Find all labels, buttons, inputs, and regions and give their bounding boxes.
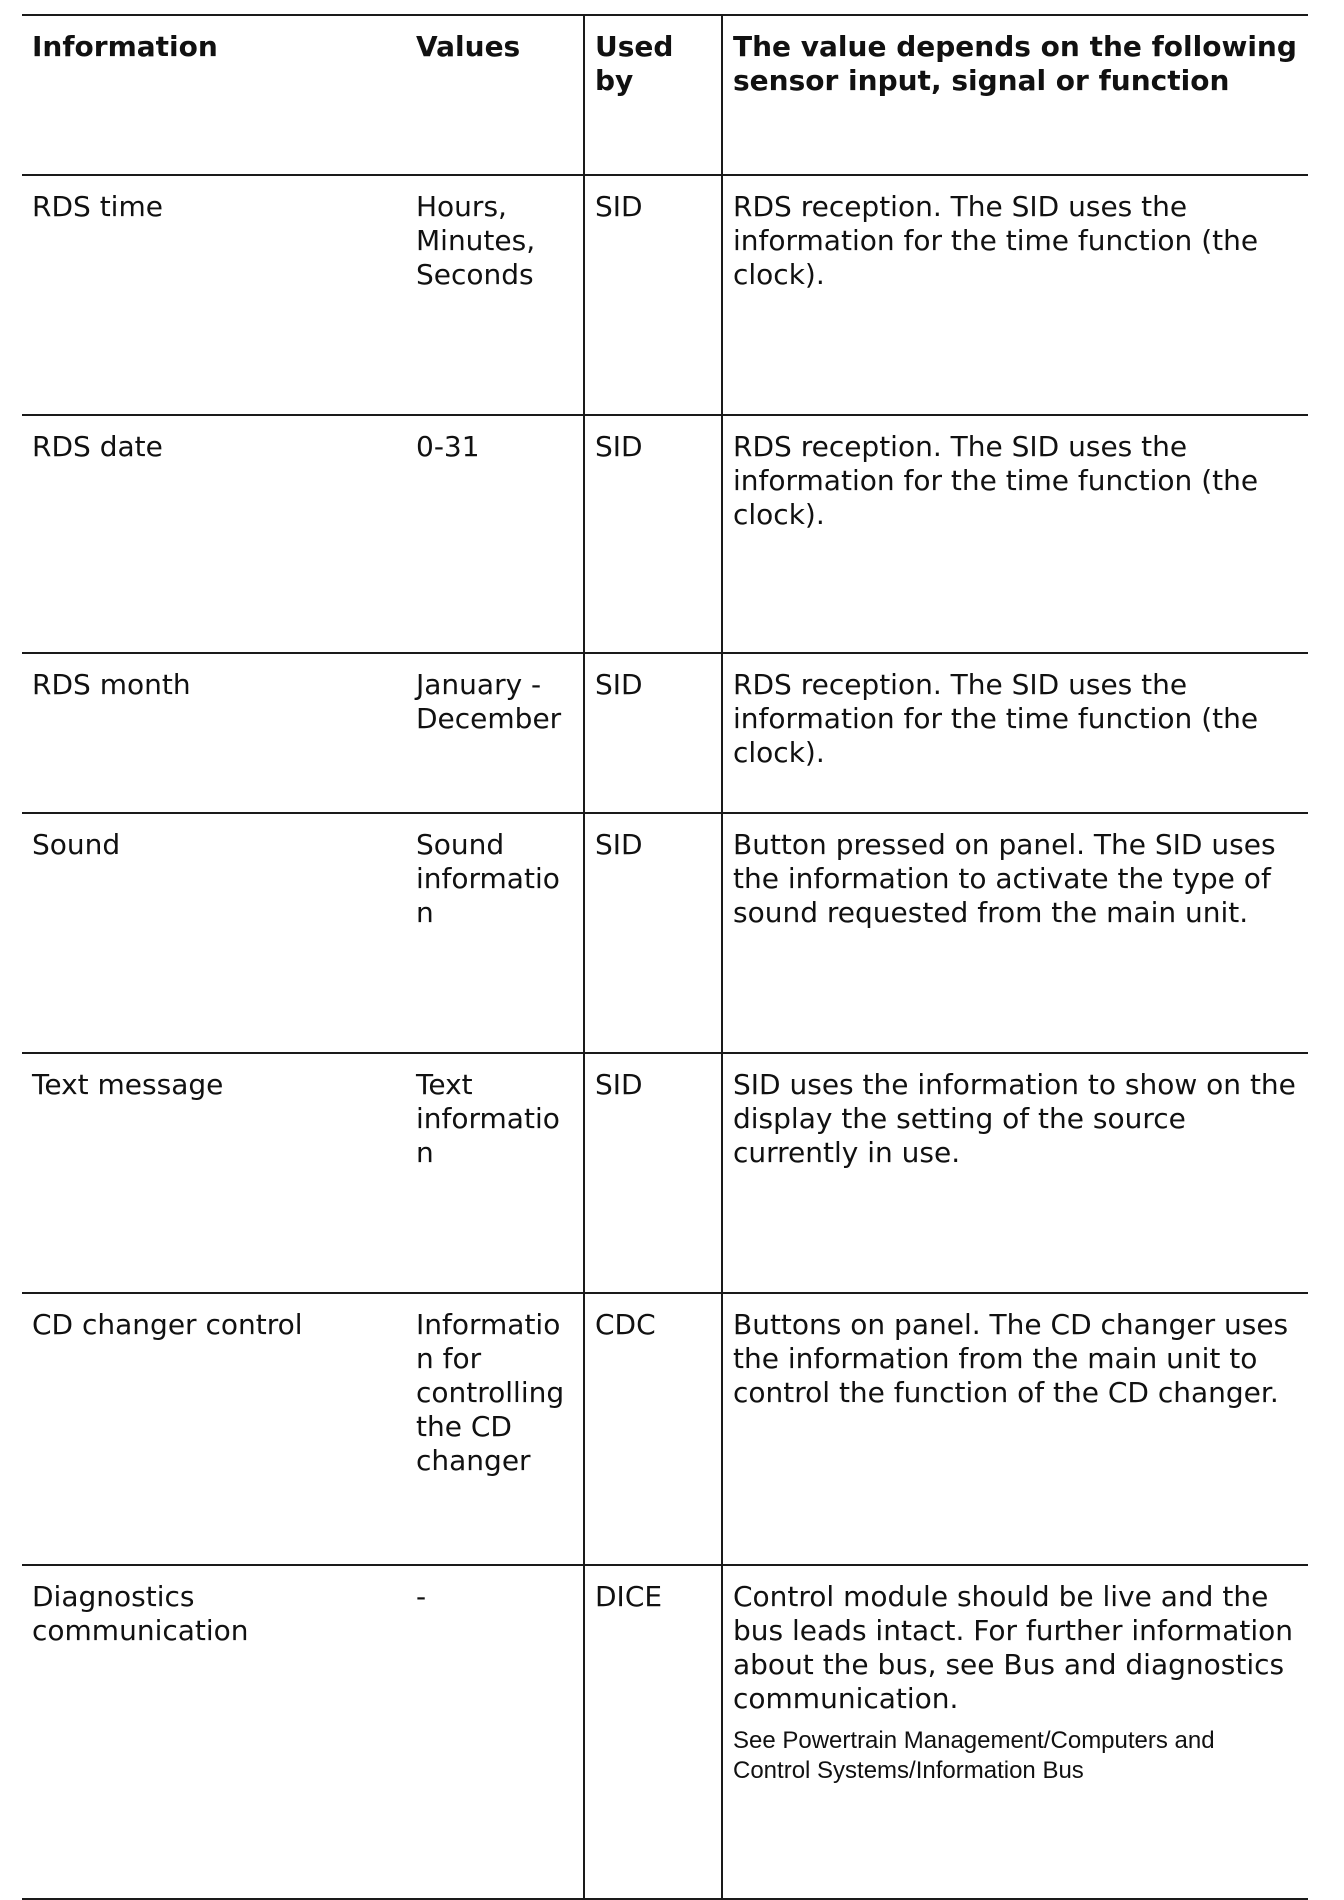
header-depends-on: The value depends on the following sensor input, signal or function: [722, 15, 1308, 175]
cell-values: 0-31: [406, 415, 584, 653]
cell-used-by: DICE: [584, 1565, 722, 1899]
cell-depends-on: RDS reception. The SID uses the information for the time function (the clock).: [722, 653, 1308, 813]
cell-values: Sound information: [406, 813, 584, 1053]
table-header: [22, 15, 1308, 175]
header-used-by: Used by: [584, 15, 722, 175]
cell-depends-on: Button pressed on panel. The SID uses the information to activate the type of sound requested from the main unit.: [722, 813, 1308, 1053]
table-row: [22, 1293, 1308, 1565]
table-row: [22, 813, 1308, 1053]
cell-information: RDS month: [22, 653, 406, 813]
cell-values: January - December: [406, 653, 584, 813]
cell-information: Diagnostics communication: [22, 1565, 406, 1899]
cell-values: -: [406, 1565, 584, 1899]
header-information: Information: [22, 15, 406, 175]
cell-information: Text message: [22, 1053, 406, 1293]
table-body: [22, 175, 1308, 1899]
table-row: [22, 415, 1308, 653]
cell-values: Text information: [406, 1053, 584, 1293]
cell-depends-on: Buttons on panel. The CD changer uses the information from the main unit to control the function of the CD changer.: [722, 1293, 1308, 1565]
cell-depends-on: RDS reception. The SID uses the information for the time function (the clock).: [722, 175, 1308, 415]
cell-depends-on: [722, 1565, 1308, 1899]
cell-used-by: SID: [584, 813, 722, 1053]
reference-note: See Powertrain Management/Computers and Control Systems/Information Bus: [733, 1727, 1215, 1784]
cell-depends-on: SID uses the information to show on the display the setting of the source currently in use.: [722, 1053, 1308, 1293]
header-values: Values: [406, 15, 584, 175]
cell-used-by: SID: [584, 415, 722, 653]
cell-information: RDS date: [22, 415, 406, 653]
cell-used-by: CDC: [584, 1293, 722, 1565]
cell-information: CD changer control: [22, 1293, 406, 1565]
table-row: [22, 1053, 1308, 1293]
cell-information: Sound: [22, 813, 406, 1053]
cell-values: Hours, Minutes, Seconds: [406, 175, 584, 415]
table-row: [22, 1565, 1308, 1899]
cell-values: Information for controlling the CD changer: [406, 1293, 584, 1565]
table-row: [22, 653, 1308, 813]
cell-used-by: SID: [584, 653, 722, 813]
table-row: [22, 175, 1308, 415]
cell-depends-on: RDS reception. The SID uses the information for the time function (the clock).: [722, 415, 1308, 653]
cell-used-by: SID: [584, 175, 722, 415]
cell-information: RDS time: [22, 175, 406, 415]
information-table: [22, 14, 1308, 1900]
depends-on-text: Control module should be live and the bus leads intact. For further information about the bus, see Bus and diagnostics communication.: [733, 1580, 1293, 1715]
header-row: [22, 15, 1308, 175]
cell-used-by: SID: [584, 1053, 722, 1293]
